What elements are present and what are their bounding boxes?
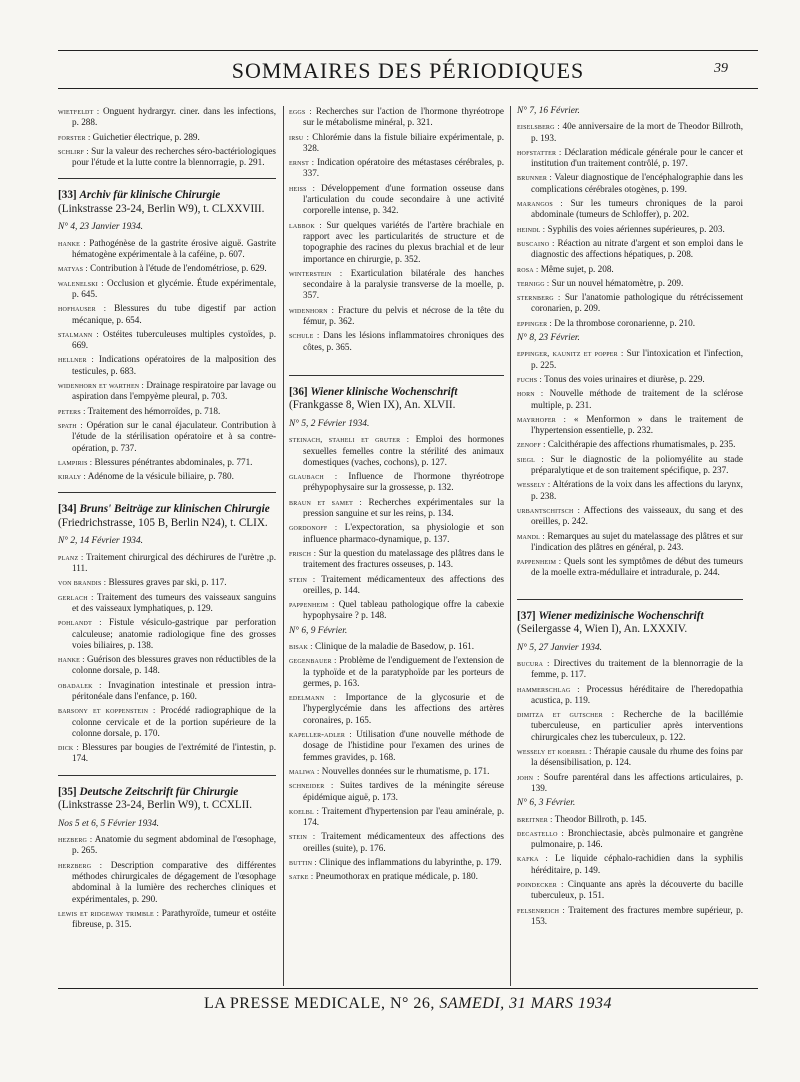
article-title: Sur l'intoxication et l'infection, p. 225.: [531, 348, 743, 370]
article-entry: [517, 292, 743, 315]
article-title: Réaction au nitrate d'argent et son emploi dans le diagnostic des affections hépatiques, p. 208.: [531, 237, 743, 260]
journal-name: Wiener klinische Wochenschrift: [310, 385, 458, 398]
article-title: Le liquide céphalo-rachidien dans la syphilis héréditaire, p. 149.: [531, 853, 744, 875]
article-entry: [517, 414, 743, 437]
article-entry: [58, 654, 276, 677]
entry-list: [517, 814, 743, 928]
article-author: wietfeldt :: [58, 107, 100, 116]
article-entry: [517, 746, 743, 769]
entry-list: [289, 106, 504, 353]
issue-date: N° 7, 16 Février.: [517, 106, 580, 116]
article-entry: [289, 268, 504, 302]
article-author: peters :: [58, 406, 86, 416]
article-author: kafka :: [517, 854, 548, 864]
article-title: Thérapie causale du rhume des foins par la désensibilisation, p. 124.: [531, 746, 743, 768]
article-author: decastello :: [517, 828, 564, 838]
issue-date: Nos 5 et 6, 5 Février 1934.: [58, 818, 160, 829]
article-entry: [517, 238, 743, 261]
article-entry: [517, 709, 743, 743]
article-entry: [289, 330, 504, 353]
article-entry: [517, 172, 743, 195]
article-author: ernst :: [289, 158, 315, 168]
article-author: matyas :: [58, 264, 88, 274]
article-title: Quel tableau pathologique offre la cabexie hypophysaire ? p. 148.: [303, 599, 505, 621]
entry-list: [517, 121, 743, 329]
article-author: planz :: [58, 552, 84, 562]
article-entry: [517, 828, 743, 851]
header-rule-bottom: [58, 88, 758, 89]
article-author: mayrhofer :: [517, 414, 567, 424]
article-author: irsu :: [289, 132, 310, 142]
article-author: edelmann :: [289, 693, 337, 703]
article-title: Chlorémie dans la fistule biliaire expérimentale, p. 328.: [303, 131, 504, 153]
article-entry: [58, 552, 276, 575]
journal-number: [34]: [58, 503, 77, 516]
article-entry: [517, 147, 743, 170]
article-title: Cinquante ans après la découverte du bacille tuberculeux, p. 151.: [531, 879, 744, 901]
article-entry: [58, 132, 276, 143]
journal-info: Linkstrasse 23-24, Berlin W9), t. CLXXVIII.: [61, 202, 265, 215]
article-title: Affections des vaisseaux, du sang et des oreilles, p. 242.: [531, 504, 743, 527]
article-entry: [58, 303, 276, 326]
article-author: dick :: [58, 743, 79, 753]
article-author: hofhauser :: [58, 304, 107, 314]
article-entry: [289, 806, 504, 829]
header-rule-top: [58, 50, 758, 51]
article-entry: [58, 860, 276, 905]
article-title: Déclaration médicale générale pour le cancer et institution d'un traitement contrôlé, p. 197.: [531, 146, 744, 169]
entry-list: [58, 106, 276, 168]
article-entry: [289, 641, 504, 652]
article-author: stein :: [289, 832, 316, 842]
article-entry: [517, 224, 743, 235]
article-title: Contribution à l'étude de l'endométriose, p. 629.: [90, 263, 267, 274]
article-title: Onguent hydrargyr. ciner. dans les infections, p. 288.: [72, 106, 276, 128]
article-title: Altérations de la voix dans les affections du larynx, p. 238.: [531, 479, 743, 501]
article-author: schule :: [289, 331, 320, 341]
entry-list: [517, 658, 743, 794]
article-entry: [517, 479, 743, 502]
article-entry: [289, 655, 504, 689]
article-author: fuchs :: [517, 374, 542, 384]
article-entry: [517, 814, 743, 825]
footer-rule: [58, 988, 758, 989]
article-entry: [289, 780, 504, 803]
article-entry: [58, 834, 276, 857]
article-entry: [517, 121, 743, 144]
article-entry: [58, 577, 276, 588]
article-author: pohlandt :: [58, 618, 102, 628]
article-author: widenhorn :: [289, 305, 335, 315]
article-title: Drainage respiratoire par lavage ou aspiration dans l'empyème pleural, p. 703.: [72, 380, 277, 402]
article-entry: [289, 857, 504, 868]
article-entry: [517, 505, 743, 528]
article-title: Procédé radiographique de la colonne cervicale et de la portion supérieure de la colonne dorsale, p. 170.: [72, 705, 276, 738]
article-author: obadalek :: [58, 680, 102, 690]
footer-issue: N° 26,: [389, 995, 435, 1012]
article-entry: [289, 729, 504, 763]
article-entry: [58, 617, 276, 651]
journal-heading: [58, 786, 276, 813]
issue-date: N° 5, 27 Janvier 1934.: [517, 642, 602, 653]
article-entry: [289, 766, 504, 777]
article-author: pappenheim :: [517, 557, 562, 567]
article-entry: [517, 556, 743, 579]
article-title: Sur le diagnostic de la poliomyélite au stade préparalytique et de son traitement spécifique, p. 237.: [531, 453, 744, 476]
article-title: Parathyroïde, tumeur et ostéite fibreuse, p. 315.: [72, 907, 276, 930]
article-author: stalmann :: [58, 329, 99, 339]
article-title: Syphilis des voies aériennes supérieures, p. 203.: [547, 223, 725, 234]
article-entry: [58, 329, 276, 352]
article-title: Fracture du pelvis et nécrose de la tête du fémur, p. 362.: [303, 304, 504, 327]
article-title: Indication opératoire des métastases cérébrales, p. 337.: [303, 157, 504, 179]
issue-date: N° 5, 2 Février 1934.: [289, 418, 370, 429]
journal-info: (Friedrichstrasse, 105 B, Berlin N24), t. CLIX.: [58, 516, 268, 529]
article-entry: [289, 434, 504, 468]
article-author: buscaino :: [517, 238, 555, 248]
article-author: walenelski :: [58, 278, 104, 288]
section-rule: [58, 492, 276, 493]
journal-heading: [58, 503, 276, 530]
article-title: Sur l'anatomie pathologique du rétrécissement coronarien, p. 209.: [531, 292, 744, 314]
article-title: Tonus des voies urinaires et diurèse, p. 229.: [544, 373, 705, 384]
article-title: Opération sur le canal éjaculateur. Contribution à l'étude de la stérilisation opératoire et à sa contre-opération, p. 737.: [72, 419, 276, 453]
article-entry: [58, 705, 276, 739]
article-author: eiselsberg :: [517, 122, 560, 132]
article-title: Problème de l'endiguement de l'extension de la typhoïde et de la paratyphoïde par les porteurs de germes, p. 163.: [303, 655, 505, 688]
article-author: hellner :: [58, 355, 94, 365]
article-title: Fistule vésiculo-gastrique par perforation calculeuse; anatomie radiologique fine des grosses voies biliaires, p. 138.: [72, 617, 277, 650]
article-author: kapeller-adler :: [289, 730, 352, 740]
article-author: hanke :: [58, 238, 86, 248]
article-author: eppinger, kaunitz et popper :: [517, 349, 624, 359]
entry-list: [517, 348, 743, 578]
journal-info: (Seilergasse 4, Wien I), An. LXXXIV.: [517, 623, 688, 636]
article-entry: [517, 318, 743, 329]
article-entry: [58, 592, 276, 615]
article-author: horn :: [517, 389, 544, 399]
article-title: Guérison des blessures graves non réductibles de la colonne dorsale, p. 148.: [72, 654, 277, 676]
article-author: ternigg :: [517, 278, 550, 288]
issue-date: N° 6, 9 Février.: [289, 625, 348, 636]
article-title: Guichetier électrique, p. 289.: [92, 131, 200, 142]
entry-list: [58, 238, 276, 483]
article-title: Suites tardives de la méningite séreuse épidémique aiguë, p. 173.: [303, 780, 504, 802]
article-title: Recherches sur l'action de l'hormone thyréotrope sur le métabolisme minéral, p. 321.: [303, 106, 504, 128]
article-entry: [58, 146, 276, 169]
article-title: Occlusion et glycémie. Étude expérimentale, p. 645.: [72, 277, 276, 299]
article-author: gordonoff :: [289, 523, 338, 533]
article-author: eppinger :: [517, 318, 552, 328]
article-entry: [289, 574, 504, 597]
article-author: frisch :: [289, 548, 317, 558]
article-entry: [58, 263, 276, 274]
article-author: maliwa :: [289, 766, 320, 776]
journal-name: Deutsche Zeitschrift für Chirurgie: [79, 785, 239, 798]
article-author: winterstein :: [289, 268, 343, 278]
article-title: Blessures pénétrantes abdominales, p. 771.: [94, 456, 253, 467]
article-title: Soufre parentéral dans les affections articulaires, p. 139.: [531, 771, 743, 793]
article-title: Traitement des tumeurs des vaisseaux sanguins et des vaisseaux lymphatiques, p. 129.: [72, 591, 277, 613]
article-title: Blessures par bougies de l'extrémité de l'intestin, p. 174.: [72, 742, 276, 764]
article-title: Nouvelle méthode de traitement de la sclérose multiple, p. 231.: [531, 388, 743, 410]
article-title: Traitement d'hypertension par l'eau aminérale, p. 174.: [303, 805, 504, 828]
article-author: dimitza et gutscher :: [517, 710, 615, 720]
article-title: Remarques au sujet du matelassage des plâtres et sur l'indication des plâtres en général, p. 243.: [531, 530, 743, 552]
article-title: Traitement des hémorroïdes, p. 718.: [87, 405, 221, 416]
article-entry: [517, 531, 743, 554]
article-entry: [58, 680, 276, 703]
article-title: Traitement médicamenteux des affections des oreilles, p. 144.: [303, 573, 504, 595]
article-author: rosa :: [517, 264, 539, 274]
article-title: Adénome de la vésicule biliaire, p. 780.: [87, 471, 234, 482]
article-title: De la thrombose coronarienne, p. 210.: [554, 317, 696, 328]
article-title: 40e anniversaire de la mort de Theodor Billroth, p. 193.: [531, 121, 744, 143]
article-title: Développement d'une formation osseuse dans l'articulation du coude secondaire à une activité corporelle intense, p. 342.: [303, 182, 504, 216]
article-author: gegenbauer :: [289, 656, 337, 666]
article-author: barsony et koppenstein :: [58, 706, 156, 716]
article-entry: [517, 198, 743, 221]
issue-date: N° 8, 23 Février.: [517, 333, 580, 344]
article-author: labbok :: [289, 220, 322, 230]
article-author: mandl :: [517, 531, 545, 541]
article-title: Traitement chirurgical des déchirures de l'urètre ,p. 111.: [72, 551, 276, 574]
article-title: Sur un nouvel hématomètre, p. 209.: [551, 277, 684, 288]
article-title: Directives du traitement de la blennorragie de la femme, p. 117.: [531, 657, 744, 680]
article-title: Indications opératoires de la malposition des testicules, p. 683.: [72, 354, 277, 376]
section-rule: [517, 599, 743, 600]
article-entry: [517, 439, 743, 450]
article-author: hanke :: [58, 655, 85, 665]
article-title: L'expectoration, sa physiologie et son influence pharmaco-dynamique, p. 137.: [303, 522, 505, 544]
article-title: Pathogénèse de la gastrite érosive aiguë. Gastrite hématogène expérimentale à la caféine, p. 607.: [72, 237, 277, 260]
article-title: Même sujet, p. 208.: [540, 263, 614, 274]
journal-name: Wiener medizinische Wochenschrift: [538, 609, 704, 622]
article-author: buttin :: [289, 858, 317, 868]
article-entry: [289, 106, 504, 129]
article-title: Importance de la glycosurie et de l'hyperglycémie dans les affections des artères coronaires, p. 165.: [303, 692, 504, 725]
footer-date: SAMEDI, 31 MARS 1934: [439, 995, 613, 1012]
article-entry: [517, 454, 743, 477]
article-entry: [289, 497, 504, 520]
article-entry: [289, 471, 504, 494]
column-3: [517, 106, 743, 930]
article-entry: [58, 380, 276, 403]
article-author: hammerschlag :: [517, 684, 580, 694]
article-title: Ostéites tuberculeuses multiples cystoïdes, p. 669.: [72, 328, 277, 351]
article-author: kiraly :: [58, 472, 86, 482]
article-author: poindecker :: [517, 880, 564, 890]
article-title: Clinique des inflammations du labyrinthe, p. 179.: [319, 857, 502, 868]
article-author: satke :: [289, 872, 314, 882]
article-author: urbantschitsch :: [517, 505, 581, 515]
article-title: Invagination intestinale et pression intra-péritonéale dans l'enfance, p. 160.: [72, 679, 276, 701]
journal-heading: [289, 386, 504, 413]
article-title: Clinique de la maladie de Basedow, p. 161.: [314, 640, 475, 651]
article-entry: [289, 183, 504, 217]
article-author: wessely :: [517, 480, 551, 490]
article-entry: [58, 238, 276, 261]
issue-date: N° 4, 23 Janvier 1934.: [58, 222, 143, 233]
article-author: siegl :: [517, 454, 544, 464]
article-author: bucura :: [517, 658, 550, 668]
article-entry: [58, 471, 276, 482]
journal-number: [37]: [517, 609, 536, 622]
article-author: heiss :: [289, 183, 316, 193]
article-title: Blessures du tube digestif par action mécanique, p. 654.: [72, 303, 276, 325]
column-1: [58, 106, 276, 933]
article-entry: [289, 305, 504, 328]
column-2: [289, 106, 504, 886]
article-title: Sur la valeur des recherches séro-bactériologiques pour l'étude et la lutte contre la blennorragie, p. 291.: [72, 145, 277, 168]
article-author: lewis et ridgeway trimble :: [58, 908, 159, 918]
article-entry: [289, 831, 504, 854]
page-title: SOMMAIRES DES PÉRIODIQUES: [231, 58, 585, 83]
article-entry: [517, 879, 743, 902]
article-entry: [58, 278, 276, 301]
article-title: Processus héréditaire de l'heredopathia acustica, p. 119.: [531, 683, 744, 705]
article-entry: [517, 853, 743, 876]
article-title: Exarticulation bilatérale des hanches secondaire à la paralysie transverse de la moelle, p. 357.: [303, 267, 504, 301]
article-title: Anatomie du segment abdominal de l'œsophage, p. 265.: [72, 834, 276, 856]
article-title: Sur quelques variétés de l'artère brachiale en rapport avec les particularités de structure et de topographie des racines du plexus brachial et de leur importance en chirurgie, p. 352.: [303, 219, 504, 264]
article-title: Recherche de la bacillémie tuberculeuse, en particulier après interventions chirurgicales chez les tuberculeux, p. 122.: [531, 709, 744, 742]
article-title: Blessures graves par ski, p. 117.: [108, 577, 227, 588]
entry-list: [58, 552, 276, 765]
article-author: steinach, staheli et gruter :: [289, 435, 410, 445]
article-author: zenoff :: [517, 440, 546, 450]
article-title: Description comparative des différentes méthodes chirurgicales de dégagement de l'œsophage abdominal à la lumière des recherches cliniques et expérimentales, p. 290.: [72, 859, 277, 904]
entry-list: [58, 834, 276, 930]
article-author: gerlach :: [58, 592, 94, 602]
article-author: heindl :: [517, 224, 546, 234]
journal-number: [33]: [58, 189, 77, 202]
article-author: felsenreich :: [517, 905, 565, 915]
article-entry: [517, 772, 743, 795]
section-rule: [289, 375, 504, 376]
article-entry: [289, 220, 504, 265]
journal-name: Bruns' Beiträge zur klinischen Chirurgie: [79, 503, 270, 516]
article-title: Traitement médicamenteux des affections des oreilles (suite), p. 176.: [303, 831, 504, 853]
article-author: john :: [517, 772, 540, 782]
article-author: braun et samet :: [289, 497, 362, 507]
article-author: breitner :: [517, 814, 553, 824]
article-author: hofstatter :: [517, 147, 562, 157]
article-author: eggs :: [289, 107, 312, 116]
journal-info: (Linkstrasse 23-24, Berlin W9), t. CCXLII.: [58, 799, 252, 812]
journal-heading: [517, 610, 743, 637]
journal-heading: [33] Archiv für klinische Chirurgie (Linkstrasse 23-24, Berlin W9), t. CLXXVIII.: [58, 189, 265, 215]
article-author: sternberg :: [517, 293, 561, 303]
page-number: 39: [714, 61, 728, 76]
article-author: brunner :: [517, 173, 552, 183]
article-title: Utilisation d'une nouvelle méthode de dosage de l'histidine pour l'examen des urines de femmes gravides, p. 168.: [303, 729, 505, 762]
article-author: widenhorn et warthen :: [58, 381, 144, 391]
article-entry: [517, 348, 743, 371]
article-author: glaubach :: [289, 472, 338, 482]
article-author: lampiris :: [58, 457, 93, 467]
article-entry: [58, 354, 276, 377]
article-author: wessely et koerbel :: [517, 747, 592, 757]
article-author: herzberg :: [58, 860, 103, 870]
journal-number: [36]: [289, 385, 308, 398]
article-title: Dans les lésions inflammatoires chroniques des côtes, p. 365.: [303, 330, 504, 352]
article-entry: [289, 871, 504, 882]
article-entry: [289, 522, 504, 545]
entry-list: [289, 434, 504, 621]
footer-journal: LA PRESSE MEDICALE,: [203, 995, 386, 1012]
section-rule: [58, 178, 276, 179]
article-title: Pneumothorax en pratique médicale, p. 180.: [315, 871, 478, 882]
issue-date: N° 6, 3 Février.: [517, 798, 576, 809]
issue-date: N° 2, 14 Février 1934.: [58, 536, 143, 547]
article-title: Sur les tumeurs chroniques de la paroi abdominale (tumeurs de Schloffer), p. 202.: [531, 198, 744, 220]
article-title: « Menformon » dans le traitement de l'hypertension essentielle, p. 232.: [531, 413, 744, 436]
article-title: Theodor Billroth, p. 145.: [554, 813, 647, 824]
article-entry: [289, 599, 504, 622]
article-entry: [289, 692, 504, 726]
article-entry: [58, 908, 276, 931]
article-entry: [289, 132, 504, 155]
article-entry: [517, 684, 743, 707]
article-title: Traitement des fractures membre supérieur, p. 153.: [531, 904, 744, 926]
article-entry: [58, 457, 276, 468]
article-author: bisak :: [289, 641, 313, 651]
article-author: schlirf :: [58, 146, 89, 156]
article-title: Bronchiectasie, abcès pulmonaire et gangrène pulmonaire, p. 146.: [531, 827, 743, 850]
article-title: Nouvelles données sur le rhumatisme, p. 171.: [321, 765, 490, 776]
entry-list: [289, 641, 504, 883]
article-entry: [517, 278, 743, 289]
article-entry: [517, 905, 743, 928]
article-title: Influence de l'hormone thyréotrope préhypophysaire sur la grossesse, p. 132.: [303, 471, 504, 493]
article-entry: [517, 264, 743, 275]
article-entry: [517, 374, 743, 385]
article-entry: [58, 406, 276, 417]
article-entry: [517, 658, 743, 681]
article-author: schneider :: [289, 781, 334, 791]
article-author: hezberg :: [58, 835, 93, 845]
article-title: Quels sont les symptômes de début des tumeurs de la moelle extra-médullaire et intradurale, p. 244.: [531, 556, 743, 578]
article-title: Emploi des hormones sexuelles femelles contre la stérilité des animaux domestiques (vaches, cochons), p. 127.: [303, 434, 504, 467]
section-rule: [58, 775, 276, 776]
column-divider: [283, 106, 284, 986]
article-author: koelbl :: [289, 806, 320, 816]
article-title: Calcithérapie des affections rhumatismales, p. 235.: [547, 439, 736, 450]
page-footer: [58, 995, 758, 1013]
article-author: spath :: [58, 420, 83, 430]
article-entry: [289, 548, 504, 571]
article-title: Valeur diagnostique de l'encéphalographie dans les complications cérébrales otogènes, p. 199.: [531, 172, 743, 194]
article-author: stein :: [289, 574, 316, 584]
article-entry: [58, 742, 276, 765]
article-author: marangos :: [517, 199, 563, 209]
journal-name: Archiv für klinische Chirurgie: [79, 189, 221, 202]
article-entry: [58, 420, 276, 454]
article-author: pappenheim :: [289, 600, 335, 610]
article-title: Sur la question du matelassage des plâtres dans le traitement des fractures osseuses, p. 143.: [303, 547, 505, 570]
article-entry: [58, 106, 276, 129]
journal-info: (Frankgasse 8, Wien IX), An. XLVII.: [289, 399, 456, 412]
article-author: forster :: [58, 132, 91, 142]
article-title: Recherches expérimentales sur la pression sanguine et sur les reins, p. 134.: [303, 496, 505, 519]
column-divider: [510, 106, 511, 986]
article-author: von brandis :: [58, 578, 107, 588]
article-entry: [289, 157, 504, 180]
article-entry: [517, 388, 743, 411]
journal-number: [35]: [58, 785, 77, 798]
